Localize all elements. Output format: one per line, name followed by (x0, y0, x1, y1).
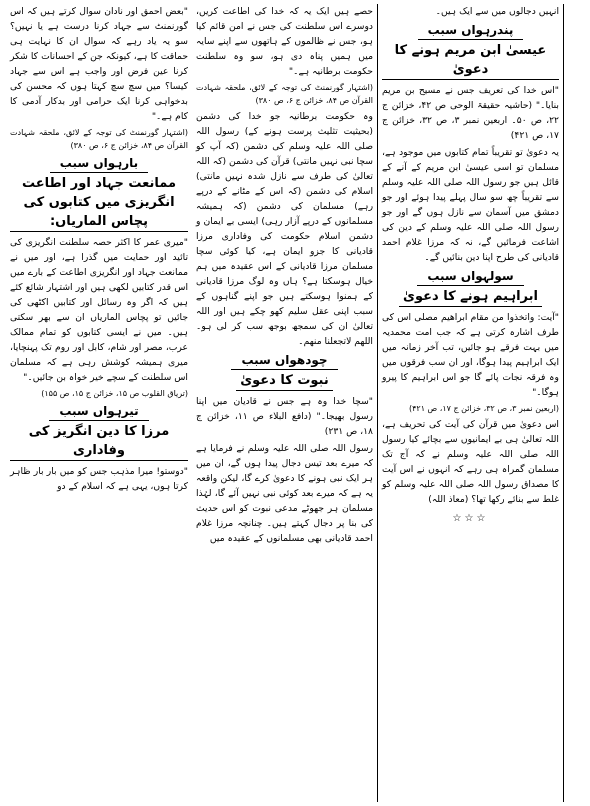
heading-text: سولہواں سبب (417, 268, 523, 286)
reference-citation: (اشتہار گورنمنٹ کی توجہ کے لائق، ملحقہ شہادت القرآن ص ۸۴، خزائن ج ۶، ص ۳۸۰) (196, 83, 373, 105)
body-paragraph: "دوستو! میرا مذہب جس کو میں بار بار ظاہر کرتا ہوں، یہی ہے کہ اسلام کے دو (10, 466, 188, 492)
body-paragraph: اس دعویٰ میں قرآن کی آیت کی تحریف ہے، اللہ تعالیٰ ہی بے ایمانیوں سے بچائے کیا رسول اللہ صلی اللہ علیہ وسلم نے کہ آج تک مسلمان گمراہ ہی رہے کہ انہوں نے اس آیت کا مصداق رسول اللہ صلی اللہ علیہ وسلم کو غلط سے بنائے رکھا تھا؟ (معاذ اللہ) (382, 419, 559, 505)
body-paragraph: "اس خدا کی تعریف جس نے مسیح بن مریم بنایا۔" (حاشیہ حقیقۃ الوحی ص ۴۲، خزائن ج ۲۲، ص ۵۰۔ اربعین نمبر ۳، ص ۳۲، خزائن ج ۱۷، ص ۴۲۱) (382, 85, 559, 141)
subheading-text: مرزا کا دین انگریز کی وفاداری (10, 422, 188, 461)
section-heading (382, 268, 559, 286)
subheading-text: ابراہیم ہونے کا دعویٰ (399, 287, 542, 307)
body-paragraph: رسول اللہ صلی اللہ علیہ وسلم نے فرمایا ہے کہ میرے بعد تیس دجال پیدا ہوں گے، ان میں ہر ایک نبی ہونے کا دعویٰ کرے گا، لیکن واقعہ یہ ہے کہ میرے بعد کوئی نبی نہیں آئے گا، لہٰذا مسلمان ہر جھوٹے مدعی نبوت کو اس حدیث کی بنا پر دجال کہتے ہیں۔ چنانچہ مرزا غلام احمد قادیانی بھی مسلمانوں کے عقیدہ میں (196, 443, 373, 544)
heading-text: بارہواں سبب (50, 155, 148, 173)
subheading-text: ممانعت جہاد اور اطاعت انگریزی میں کتابوں کی پچاس الماریاں: (10, 174, 188, 232)
body-paragraph: انہیں دجالوں میں سے ایک ہیں۔ (435, 6, 559, 17)
heading-text: تیرہواں سبب (49, 403, 148, 421)
section-subheading (382, 41, 559, 80)
body-paragraph: "بعض احمق اور نادان سوال کرتے ہیں کہ اس گورنمنٹ سے جہاد کرنا درست ہے یا نہیں؟ سو یہ یاد رہے کہ سوال ان کا نہایت ہی حماقت کا ہے، کیونکہ جن کے احسانات کا شکر کرنا عین فرض اور واجب ہے اس سے جہاد کیسا؟ میں سچ سچ کہتا ہوں کہ محسن کی بدخواہی کرنا ایک حرامی اور بدکار آدمی کا کام ہے۔" (10, 6, 188, 122)
subheading-text: نبوت کا دعویٰ (236, 371, 333, 391)
section-heading (382, 22, 559, 40)
text-column-3 (378, 4, 564, 802)
section-subheading (196, 371, 373, 391)
body-paragraph: "میری عمر کا اکثر حصہ سلطنت انگریزی کی تائید اور حمایت میں گذرا ہے، اور میں نے ممانعت جہاد اور انگریزی اطاعت کے بارے میں اس قدر کتابیں لکھی ہیں اور اشتہار شائع کئے ہیں کہ اگر وہ رسائل اور کتابیں اکٹھی کی جائیں تو پچاس الماریاں ان سے بھر سکتی ہیں۔ میں نے ایسی کتابوں کو تمام ممالک عرب، مصر اور شام، کابل اور روم تک پہنچایا، میری ہمیشہ کوشش رہی ہے کہ مسلمان اس سلطنت کے سچے خیر خواہ بن جائیں۔" (10, 237, 188, 383)
reference-citation: (تریاق القلوب ص ۱۵، خزائن ج ۱۵، ص ۱۵۵) (41, 389, 188, 398)
body-paragraph: حصے ہیں ایک یہ کہ خدا کی اطاعت کریں، دوسرے اس سلطنت کی جس نے امن قائم کیا ہو، جس نے ظالموں کے ہاتھوں سے اپنے سایہ میں ہمیں پناہ دی ہو، سو وہ سلطنت حکومت برطانیہ ہے۔" (196, 6, 373, 77)
body-paragraph: "سچا خدا وہ ہے جس نے قادیان میں اپنا رسول بھیجا۔" (دافع البلاء ص ۱۱، خزائن ج ۱۸، ص ۲۳۱) (196, 396, 373, 437)
heading-text: چودھواں سبب (231, 352, 337, 370)
subheading-text: عیسیٰ ابن مریم ہونے کا دعویٰ (382, 41, 559, 80)
section-heading (196, 352, 373, 370)
section-heading (10, 155, 188, 173)
reference-citation: (اربعین نمبر ۳، ص ۳۲، خزائن ج ۱۷، ص ۴۲۱) (408, 404, 559, 413)
body-paragraph: وہ حکومت برطانیہ جو خدا کی دشمن (بحیثیت تثلیث پرست ہونے کے) رسول اللہ صلی اللہ علیہ وسلم کی دشمن (کہ آپ کو سچا نبی نہیں مانتی) قرآن کی دشمن (کہ اللہ تعالیٰ کی طرف سے نازل شدہ نہیں مانتی) اسلام کی دشمن (کہ اس کے مٹانے کے درپے رہے) مسلمان کی دشمن (کہ ہمیشہ مسلمانوں کے درپے آزار رہی) ایسی بے ایمان و دشمن اسلام حکومت کی وفاداری مرزا قادیانی کا جزو ایمان ہے، کیا کوئی سچا مسلمان مرزا قادیانی کے اس عقیدہ میں ہم خیال ہوسکتا ہے؟ ہاں وہ لوگ مرزا قادیانی کے ہمنوا ہوسکتے ہیں جو اپنے گناہوں کے سبب اپنی عقل سلیم کھو چکے ہیں اور اللہ تعالیٰ ان کی سمجھ بوجھ سب کر لی ہو۔ اللھم لاتجعلنا منھم۔ (196, 111, 373, 347)
heading-text: پندرہواں سبب (418, 22, 524, 40)
text-column-1 (6, 4, 192, 802)
section-subheading (382, 287, 559, 307)
body-paragraph: یہ دعویٰ تو تقریباً تمام کتابوں میں موجود ہے، مسلمان تو اسی عیسیٰ ابن مریم کے آنے کے قائل ہیں جو رسول اللہ صلی اللہ علیہ وسلم سے تقریباً چھ سو سال پہلے پیدا ہوئے اور جو دمشق میں آسمان سے نازل ہوں گے اور جو رسول اللہ صلی اللہ علیہ وسلم کے دین کی اشاعت فرمائیں گے، نہ کہ مرزا غلام احمد قادیانی کی طرح اپنا دین بنائیں گے۔ (382, 147, 559, 263)
section-subheading (10, 422, 188, 461)
section-heading (10, 403, 188, 421)
text-column-2 (192, 4, 378, 802)
reference-citation: (اشتہار گورنمنٹ کی توجہ کے لائق، ملحقہ شہادت القرآن ص ۸۴، خزائن ج ۶، ص ۳۸۰) (10, 128, 188, 150)
section-subheading (10, 174, 188, 232)
body-paragraph: "آیت: واتخذوا من مقام ابراھیم مصلی اس کی طرف اشارہ کرتی ہے کہ جب امت محمدیہ میں بہت فرقے ہو جائیں، تب آخر زمانہ میں ایک ابراہیم پیدا ہوگا، اور ان سب فرقوں میں وہ فرقہ نجات پائے گا جو اس ابراہیم کا پیرو ہوگا۔" (382, 312, 559, 398)
star-divider: ☆☆☆ (452, 513, 489, 524)
